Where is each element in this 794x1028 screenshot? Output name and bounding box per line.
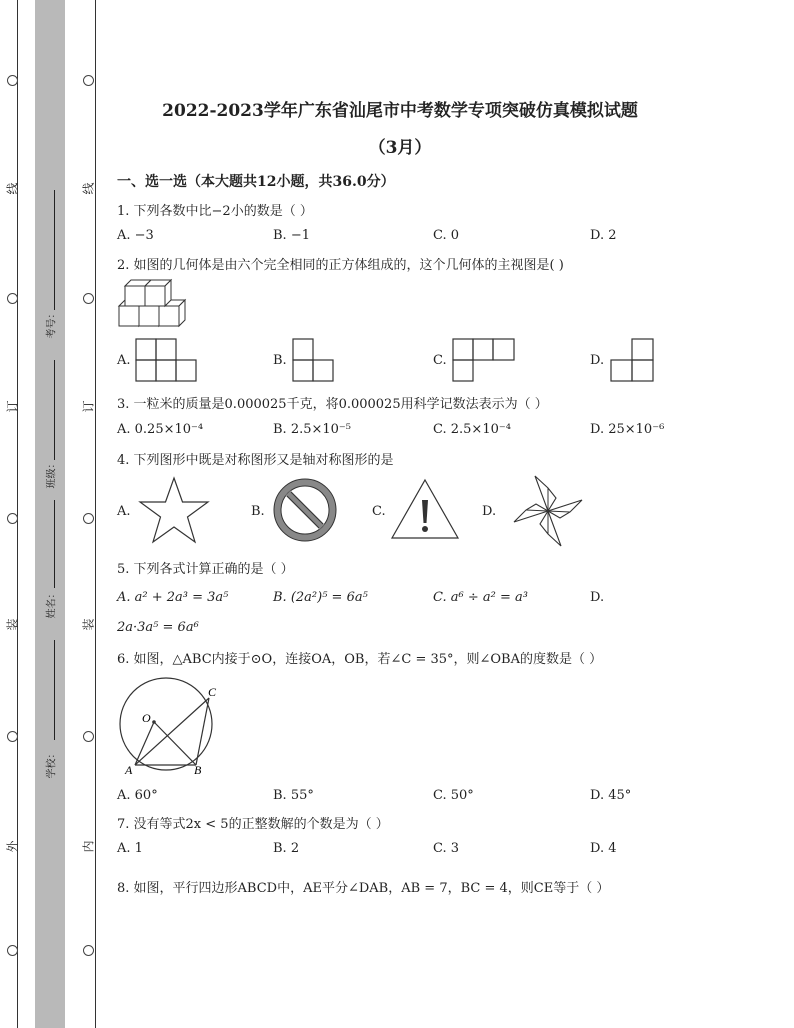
- q7-option-a[interactable]: A. 1: [117, 841, 143, 856]
- q4-star-icon: [137, 476, 211, 546]
- q7-option-d[interactable]: D. 4: [590, 841, 617, 856]
- q6-label-o: O: [142, 711, 151, 725]
- binding-hole: [83, 293, 94, 304]
- outer-seal-char: 装: [5, 618, 20, 631]
- question-1-stem: 1. 下列各数中比−2小的数是（ ）: [117, 204, 313, 219]
- outer-seal-char: 外: [5, 840, 20, 853]
- question-5-stem: 5. 下列各式计算正确的是（ ）: [117, 562, 294, 577]
- q3-option-a[interactable]: A. 0.25×10⁻⁴: [117, 422, 204, 437]
- q5-option-a[interactable]: A. a² + 2a³ = 3a⁵: [117, 590, 229, 605]
- q4-pinwheel-icon: [510, 474, 586, 548]
- q2-option-a-figure: [135, 338, 197, 382]
- inner-border-line: [95, 0, 96, 1028]
- exam-title: 2022-2023学年广东省汕尾市中考数学专项突破仿真模拟试题: [162, 101, 638, 121]
- question-7-stem: 7. 没有等式2x < 5的正整数解的个数是为（ ）: [117, 817, 389, 832]
- q4-no-entry-sign-icon: [271, 476, 339, 544]
- binding-hole: [7, 731, 18, 742]
- school-label: 学校：: [46, 748, 58, 779]
- q2-option-b-figure: [292, 338, 334, 382]
- q6-label-b: B: [194, 763, 202, 777]
- q2-option-c-figure: [452, 338, 516, 382]
- question-2-stem: 2. 如图的几何体是由六个完全相同的正方体组成的，这个几何体的主视图是( ): [117, 258, 564, 273]
- q7-option-b[interactable]: B. 2: [273, 841, 300, 856]
- exam-number-label: 考号：: [46, 308, 58, 339]
- q2-option-d[interactable]: D.: [590, 353, 605, 368]
- binding-hole: [7, 293, 18, 304]
- question-8-stem: 8. 如图，平行四边形ABCD中，AE平分∠DAB，AB = 7，BC = 4，则CE等于（ ）: [117, 881, 610, 896]
- q5-option-c[interactable]: C. a⁶ ÷ a² = a³: [433, 590, 528, 605]
- q1-option-b[interactable]: B. −1: [273, 228, 310, 243]
- binding-hole: [7, 945, 18, 956]
- q2-cube-solid-figure: [115, 276, 195, 332]
- q1-option-a[interactable]: A. −3: [117, 228, 154, 243]
- question-3-stem: 3. 一粒米的质量是0.000025千克，将0.000025用科学记数法表示为（ ）: [117, 397, 548, 412]
- binding-hole: [7, 513, 18, 524]
- outer-seal-char: 订: [5, 400, 20, 413]
- outer-border-line: [17, 0, 18, 1028]
- q1-option-d[interactable]: D. 2: [590, 228, 617, 243]
- q4-option-d[interactable]: D.: [482, 504, 497, 519]
- q6-option-d[interactable]: D. 45°: [590, 788, 632, 803]
- name-label: 姓名：: [46, 588, 58, 619]
- school-field[interactable]: [40, 640, 60, 780]
- q6-option-b[interactable]: B. 55°: [273, 788, 314, 803]
- q4-warning-triangle-icon: [390, 478, 460, 540]
- question-4-stem: 4. 下列图形中既是对称图形又是轴对称图形的是: [117, 453, 394, 468]
- binding-hole: [83, 75, 94, 86]
- q6-circle-triangle-figure: [112, 678, 227, 778]
- q3-option-d[interactable]: D. 25×10⁻⁶: [590, 422, 665, 437]
- q2-option-a[interactable]: A.: [117, 353, 131, 368]
- q1-option-c[interactable]: C. 0: [433, 228, 460, 243]
- inner-seal-char: 装: [81, 618, 96, 631]
- q6-label-a: A: [125, 763, 133, 777]
- question-6-stem: 6. 如图，△ABC内接于⊙O，连接OA，OB，若∠C = 35°，则∠OBA的度数是（ ）: [117, 652, 603, 667]
- name-field[interactable]: [40, 500, 60, 630]
- inner-seal-char: 线: [81, 182, 96, 195]
- q4-option-b[interactable]: B.: [251, 504, 265, 519]
- q6-option-a[interactable]: A. 60°: [117, 788, 158, 803]
- outer-seal-char: 线: [5, 182, 20, 195]
- class-field[interactable]: [40, 360, 60, 490]
- class-label: 班级：: [46, 458, 58, 489]
- binding-hole: [83, 731, 94, 742]
- exam-number-field[interactable]: [40, 190, 60, 340]
- q7-option-c[interactable]: C. 3: [433, 841, 460, 856]
- binding-hole: [83, 513, 94, 524]
- q4-option-c[interactable]: C.: [372, 504, 386, 519]
- q6-label-c: C: [208, 685, 217, 699]
- q6-option-c[interactable]: C. 50°: [433, 788, 474, 803]
- q3-option-c[interactable]: C. 2.5×10⁻⁴: [433, 422, 511, 437]
- inner-seal-char: 订: [81, 400, 96, 413]
- q3-option-b[interactable]: B. 2.5×10⁻⁵: [273, 422, 351, 437]
- binding-hole: [7, 75, 18, 86]
- q4-option-a[interactable]: A.: [117, 504, 131, 519]
- q2-option-c[interactable]: C.: [433, 353, 447, 368]
- q2-option-d-figure: [609, 338, 655, 382]
- exam-title-month: （3月）: [368, 138, 432, 158]
- binding-hole: [83, 945, 94, 956]
- q2-option-b[interactable]: B.: [273, 353, 287, 368]
- q5-option-b[interactable]: B. (2a²)⁵ = 6a⁵: [273, 590, 368, 605]
- q5-option-d-expression: 2a·3a⁵ = 6a⁶: [117, 620, 199, 635]
- inner-seal-char: 内: [81, 840, 96, 853]
- q5-option-d[interactable]: D.: [590, 590, 605, 605]
- section-heading: 一、选一选（本大题共12小题，共36.0分）: [117, 174, 395, 190]
